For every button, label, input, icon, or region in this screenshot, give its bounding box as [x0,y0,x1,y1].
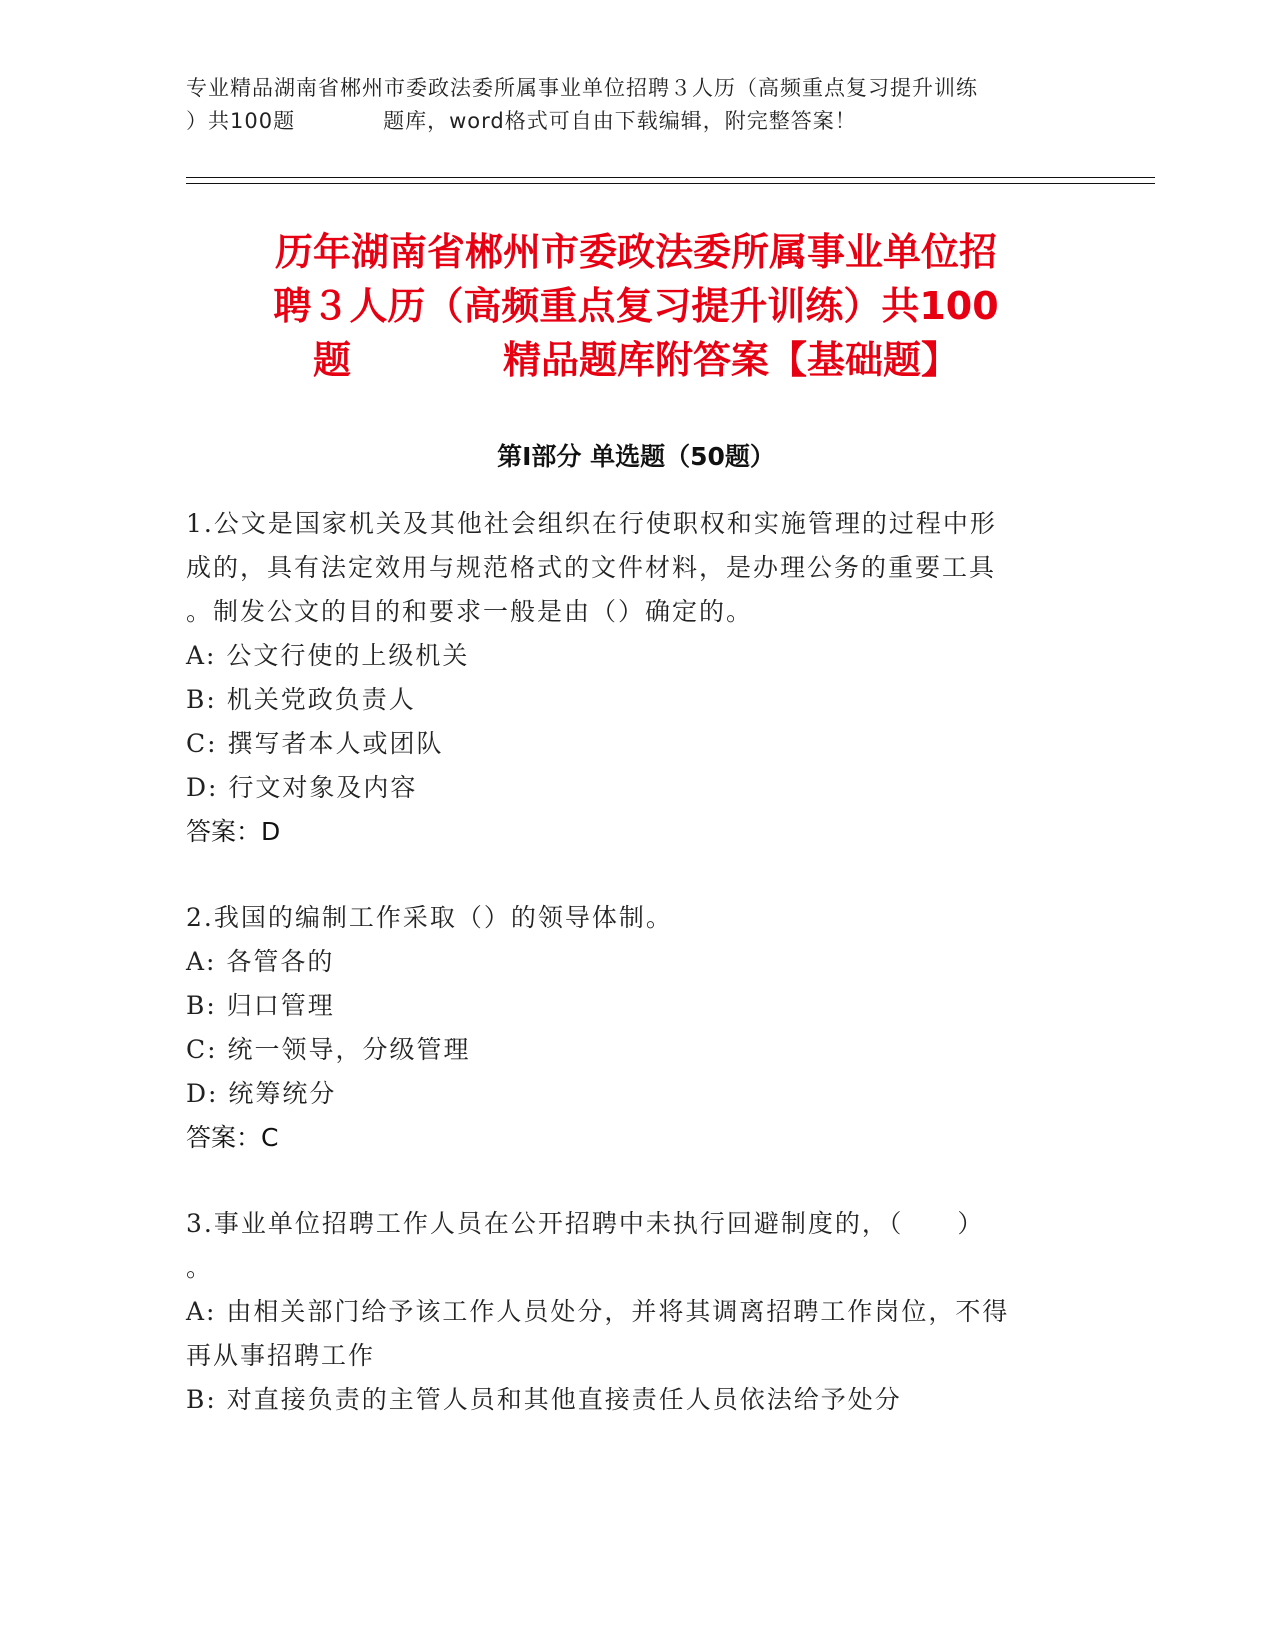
question-2-answer: 答案：C [186,1123,279,1152]
question-2-option-b: B: 归口管理 [186,991,335,1020]
document-title-line-1: 历年湖南省郴州市委政法委所属事业单位招 [274,230,997,274]
header-note-line-1: 专业精品湖南省郴州市委政法委所属事业单位招聘３人历（高频重点复习提升训练 [186,76,978,100]
question-1-option-d: D: 行文对象及内容 [186,773,418,802]
header-divider-bottom [186,183,1155,184]
header-note-line-2: ）共100题 题库，word格式可自由下载编辑，附完整答案！ [186,109,857,133]
question-3-option-a: A: 由相关部门给予该工作人员处分，并将其调离招聘工作岗位，不得 [186,1297,1010,1326]
question-3-option-b: B: 对直接负责的主管人员和其他直接责任人员依法给予处分 [186,1385,902,1414]
question-3-text-line-2: 。 [186,1253,214,1282]
question-1-answer: 答案：D [186,817,281,846]
question-2-option-d: D: 统筹统分 [186,1079,337,1108]
question-1-text-line-2: 成的，具有法定效用与规范格式的文件材料，是办理公务的重要工具 [186,553,997,582]
question-2-option-a: A: 各管各的 [186,947,335,976]
question-3-text-line-1: 3.事业单位招聘工作人员在公开招聘中未执行回避制度的，（ ） [186,1209,985,1238]
document-title-line-2: 聘３人历（高频重点复习提升训练）共100 [273,284,999,328]
question-1-option-b: B: 机关党政负责人 [186,685,416,714]
question-3-option-a-continued: 再从事招聘工作 [186,1341,376,1370]
question-1-text-line-3: 。制发公文的目的和要求一般是由（）确定的。 [186,597,754,626]
header-note [186,72,1086,138]
document-title [186,225,1086,387]
question-2-text-line-1: 2.我国的编制工作采取（）的领导体制。 [186,903,673,932]
question-1-option-c: C: 撰写者本人或团队 [186,729,444,758]
question-1-text-line-1: 1.公文是国家机关及其他社会组织在行使职权和实施管理的过程中形 [186,509,997,538]
question-2-option-c: C: 统一领导，分级管理 [186,1035,471,1064]
section-title: 第Ⅰ部分 单选题（50题） [497,442,775,471]
question-1-option-a: A: 公文行使的上级机关 [186,641,470,670]
header-divider-top [186,177,1155,178]
document-title-line-3: 题 精品题库附答案【基础题】 [312,338,959,382]
